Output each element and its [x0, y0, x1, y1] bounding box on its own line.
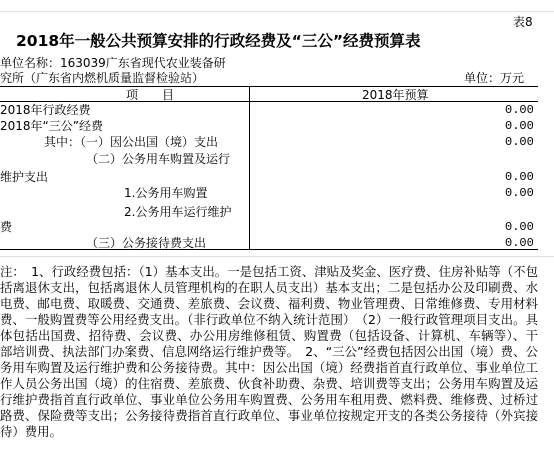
grid-line — [0, 256, 554, 257]
unit-label: 单位：万元 — [464, 71, 525, 85]
unit-name-line2: 究所（广东省内燃机质量监督检验站） — [0, 71, 205, 85]
row-value-reception: 0.00 — [505, 236, 534, 250]
row-value-vehicle: 0.00 — [505, 170, 534, 184]
row-value-vehicle-maintenance: 0.00 — [505, 220, 534, 234]
row-label-vehicle-line2: 维护支出 — [0, 170, 49, 184]
unit-name-line1: 单位名称：163039广东省现代农业装备研 — [0, 56, 226, 70]
row-label-vehicle-maintenance-line1: 2.公务用车运行维护 — [124, 205, 232, 219]
header-budget: 2018年预算 — [362, 88, 429, 102]
row-value-three-public: 0.00 — [505, 119, 534, 133]
page-title: 2018年一般公共预算安排的行政经费及“三公”经费预算表 — [16, 32, 421, 50]
row-label-vehicle-purchase: 1.公务用车购置 — [124, 186, 208, 200]
row-value-overseas: 0.00 — [505, 135, 534, 149]
row-label-three-public: 2018年“三公”经费 — [0, 119, 103, 133]
table-number: 表8 — [513, 15, 533, 29]
row-value-admin: 0.00 — [505, 103, 534, 117]
table-top-border — [0, 86, 538, 87]
row-label-overseas: 其中：（一）因公出国（境）支出 — [44, 135, 219, 149]
table-bottom-border — [0, 249, 538, 250]
footnote: 注： 1、行政经费包括：（1）基本支出。一是包括工资、津贴及奖金、医疗费、住房补贴等（不包括离退休支出，包括离退休人员管理机构的在职人员支出）基本支出；二是包括办公及印刷费、水电费、邮电费、取暖费、交通费、差旅费、会议费、福利费、物业管理费、日常维修费、专用材料费、一般购置费等公用经费支出。（非行政单位不纳入统计范围） （2）一般行政管理项目支出。具体包括出国费、招待费、会议费、办公用房维修租赁、购置费（包括设备、计算机、车辆等）、干部培训费、执法部门办案费、信息网络运行维护费等。 2、“三公”经费包括因公出国（境）费、公务用车购置及运行维护费和公务接待费。其中：因公出国（境）经费指首直行政单位、事业单位工作人员公务出国（境）的住宿费、差旅费、伙食补助费、杂费、培训费等支出；公务用车购置及运行维护费指首直行政单位、事业单位公务用车购置费、公务用车租用费、燃料费、维修费、过桥过路费、保险费等支出；公务接待费指首直行政单位、事业单位按规定开支的各类公务接待（外宾接待）费用。 — [0, 264, 538, 439]
row-label-vehicle-maintenance-line2: 费 — [0, 220, 13, 234]
row-value-vehicle-purchase: 0.00 — [505, 186, 534, 200]
row-label-reception: （三）公务接待费支出 — [86, 236, 207, 250]
row-label-admin: 2018年行政经费 — [0, 103, 91, 117]
header-item: 项 目 — [126, 88, 175, 102]
column-divider — [249, 86, 250, 249]
header-bottom-border — [0, 101, 538, 102]
grid-line — [0, 11, 554, 12]
row-label-vehicle-line1: （二）公务用车购置及运行 — [86, 152, 231, 166]
